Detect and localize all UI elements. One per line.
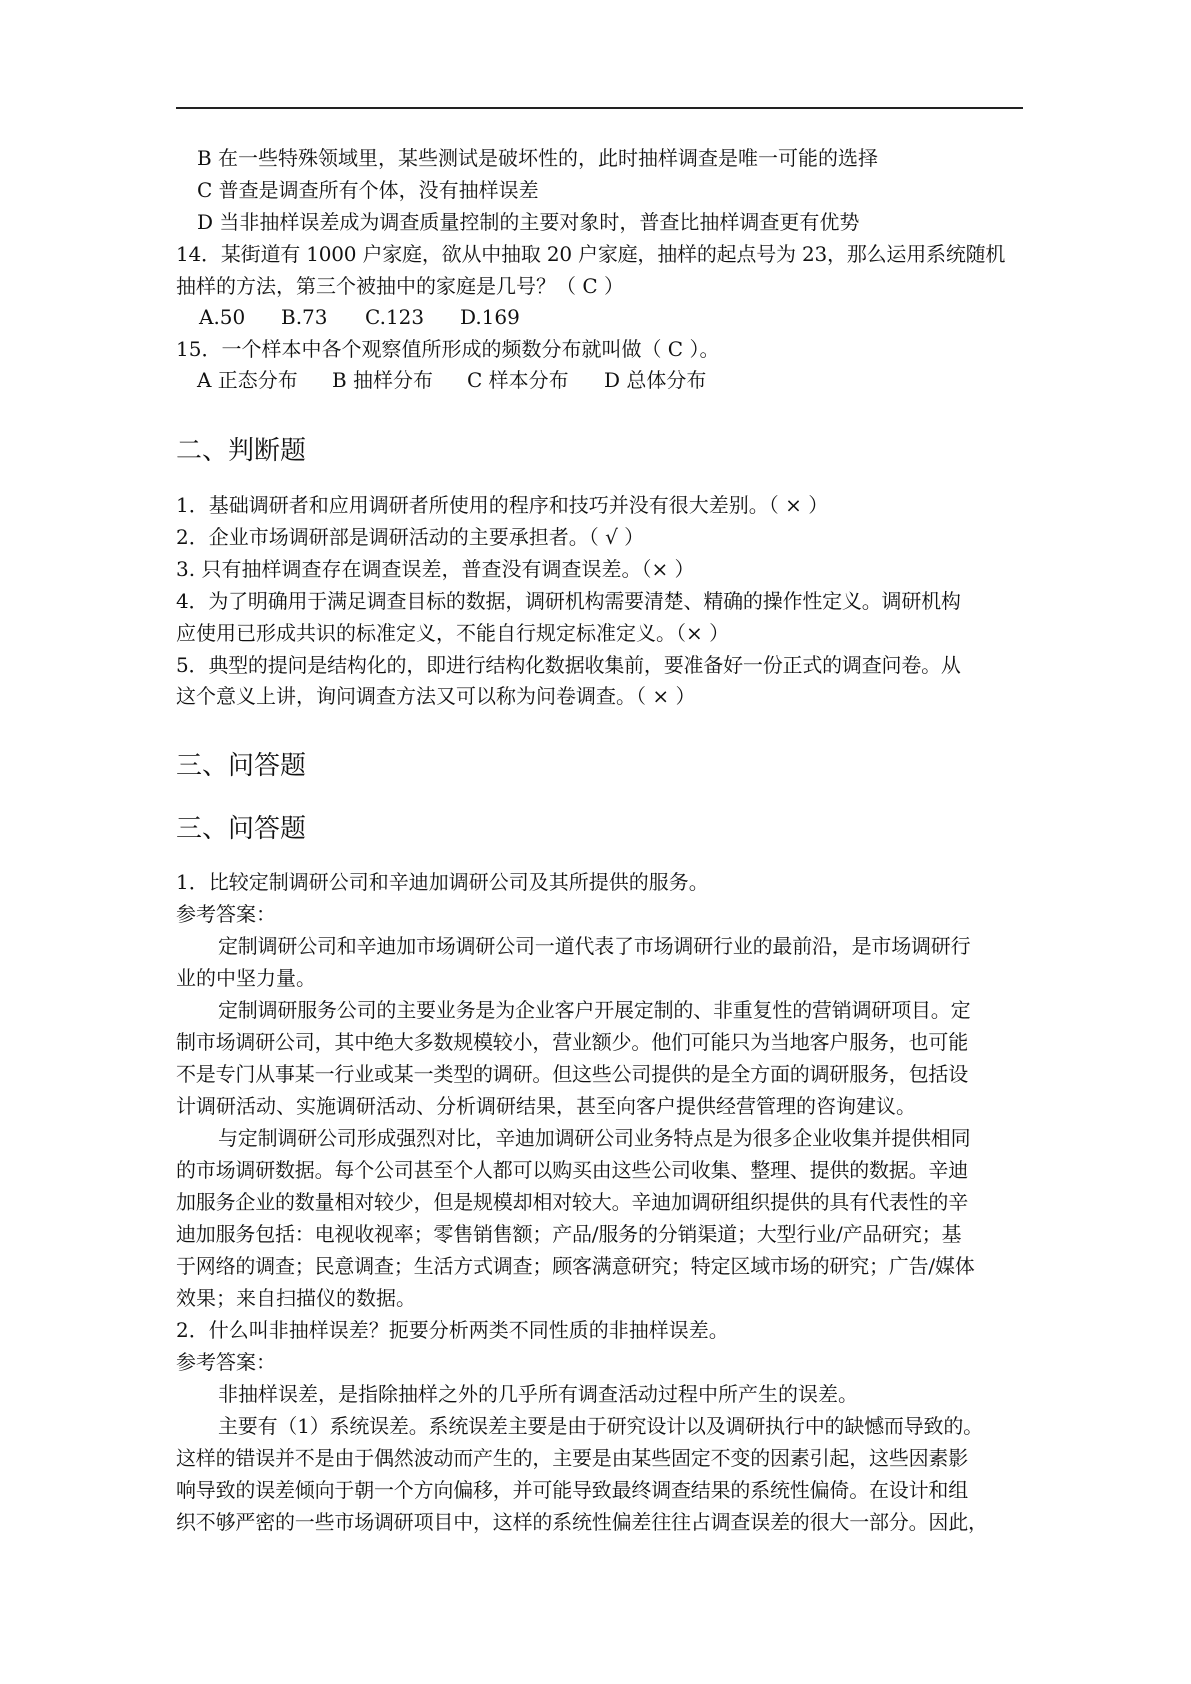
tf-item-3: 3. 只有抽样调查存在调查误差，普查没有调查误差。（× ） <box>176 557 695 581</box>
qa1-answer-line: 与定制调研公司形成强烈对比，辛迪加调研公司业务特点是为很多企业收集并提供相同 <box>218 1126 971 1150</box>
tf-item-1: 1．基础调研者和应用调研者所使用的程序和技巧并没有很大差别。（ × ） <box>176 493 829 517</box>
tf-item-4-line2: 应使用已形成共识的标准定义，不能自行规定标准定义。（× ） <box>176 621 730 645</box>
qa1-answer-label: 参考答案： <box>176 902 276 926</box>
qa2-answer-line: 非抽样误差，是指除抽样之外的几乎所有调查活动过程中所产生的误差。 <box>218 1382 858 1406</box>
q15-option-a: A 正态分布 <box>197 368 298 392</box>
q14-options <box>199 305 520 329</box>
q14-text-line2: 抽样的方法，第三个被抽中的家庭是几号？（ C ） <box>176 274 625 298</box>
q15-option-d: D 总体分布 <box>604 368 707 392</box>
header-rule <box>176 107 1023 109</box>
tf-item-4-line1: 4．为了明确用于满足调查目标的数据，调研机构需要清楚、精确的操作性定义。调研机构 <box>176 589 961 613</box>
qa1-answer-line: 计调研活动、实施调研活动、分析调研结果，甚至向客户提供经营管理的咨询建议。 <box>176 1094 916 1118</box>
qa1-answer-line: 定制调研服务公司的主要业务是为企业客户开展定制的、非重复性的营销调研项目。定 <box>218 998 971 1022</box>
qa1-question: 1．比较定制调研公司和辛迪加调研公司及其所提供的服务。 <box>176 870 709 894</box>
qa2-answer-line: 响导致的误差倾向于朝一个方向偏移，并可能导致最终调查结果的系统性偏倚。在设计和组 <box>176 1478 968 1502</box>
q14-option-c: C.123 <box>365 305 425 329</box>
qa2-answer-line: 主要有（1）系统误差。系统误差主要是由于研究设计以及调研执行中的缺憾而导致的。 <box>218 1414 983 1438</box>
q13-option-b: B 在一些特殊领域里，某些测试是破坏性的，此时抽样调查是唯一可能的选择 <box>197 146 879 170</box>
qa1-answer-line: 不是专门从事某一行业或某一类型的调研。但这些公司提供的是全方面的调研服务，包括设 <box>176 1062 968 1086</box>
q14-option-a: A.50 <box>199 305 246 329</box>
q15-option-b: B 抽样分布 <box>332 368 434 392</box>
tf-item-5-line2: 这个意义上讲，询问调查方法又可以称为问卷调查。（ × ） <box>176 684 696 708</box>
q13-option-d: D 当非抽样误差成为调查质量控制的主要对象时，普查比抽样调查更有优势 <box>197 210 860 234</box>
qa1-answer-line: 效果；来自扫描仪的数据。 <box>176 1286 416 1310</box>
section3-heading-repeat: 三、问答题 <box>176 814 307 844</box>
section2-heading: 二、判断题 <box>176 436 307 466</box>
q14-option-d: D.169 <box>460 305 520 329</box>
q14-text-line1: 14．某街道有 1000 户家庭，欲从中抽取 20 户家庭，抽样的起点号为 23，那么运用系统随机 <box>176 242 1006 266</box>
qa1-answer-line: 定制调研公司和辛迪加市场调研公司一道代表了市场调研行业的最前沿，是市场调研行 <box>218 934 971 958</box>
qa2-answer-label: 参考答案： <box>176 1350 276 1374</box>
qa1-answer-line: 迪加服务包括：电视收视率；零售销售额；产品/服务的分销渠道；大型行业/产品研究；基 <box>176 1222 962 1246</box>
qa1-answer-line: 业的中坚力量。 <box>176 966 316 990</box>
q15-option-c: C 样本分布 <box>467 368 569 392</box>
qa1-answer-line: 的市场调研数据。每个公司甚至个人都可以购买由这些公司收集、整理、提供的数据。辛迪 <box>176 1158 968 1182</box>
q14-option-b: B.73 <box>281 305 328 329</box>
q15-text: 15．一个样本中各个观察值所形成的频数分布就叫做（ C ）。 <box>176 337 720 361</box>
qa2-answer-line: 这样的错误并不是由于偶然波动而产生的，主要是由某些固定不变的因素引起，这些因素影 <box>176 1446 968 1470</box>
qa2-answer-line: 织不够严密的一些市场调研项目中，这样的系统性偏差往往占调查误差的很大一部分。因此， <box>176 1510 988 1534</box>
q13-option-c: C 普查是调查所有个体，没有抽样误差 <box>197 178 539 202</box>
q15-options <box>197 368 706 392</box>
qa1-answer-line: 制市场调研公司，其中绝大多数规模较小，营业额少。他们可能只为当地客户服务，也可能 <box>176 1030 968 1054</box>
qa1-answer-line: 于网络的调查；民意调查；生活方式调查；顾客满意研究；特定区域市场的研究；广告/媒体 <box>176 1254 975 1278</box>
qa1-answer-line: 加服务企业的数量相对较少，但是规模却相对较大。辛迪加调研组织提供的具有代表性的辛 <box>176 1190 968 1214</box>
tf-item-2: 2．企业市场调研部是调研活动的主要承担者。（ √ ） <box>176 525 645 549</box>
tf-item-5-line1: 5．典型的提问是结构化的，即进行结构化数据收集前，要准备好一份正式的调查问卷。从 <box>176 653 961 677</box>
section3-heading: 三、问答题 <box>176 751 307 781</box>
qa2-question: 2．什么叫非抽样误差？扼要分析两类不同性质的非抽样误差。 <box>176 1318 729 1342</box>
